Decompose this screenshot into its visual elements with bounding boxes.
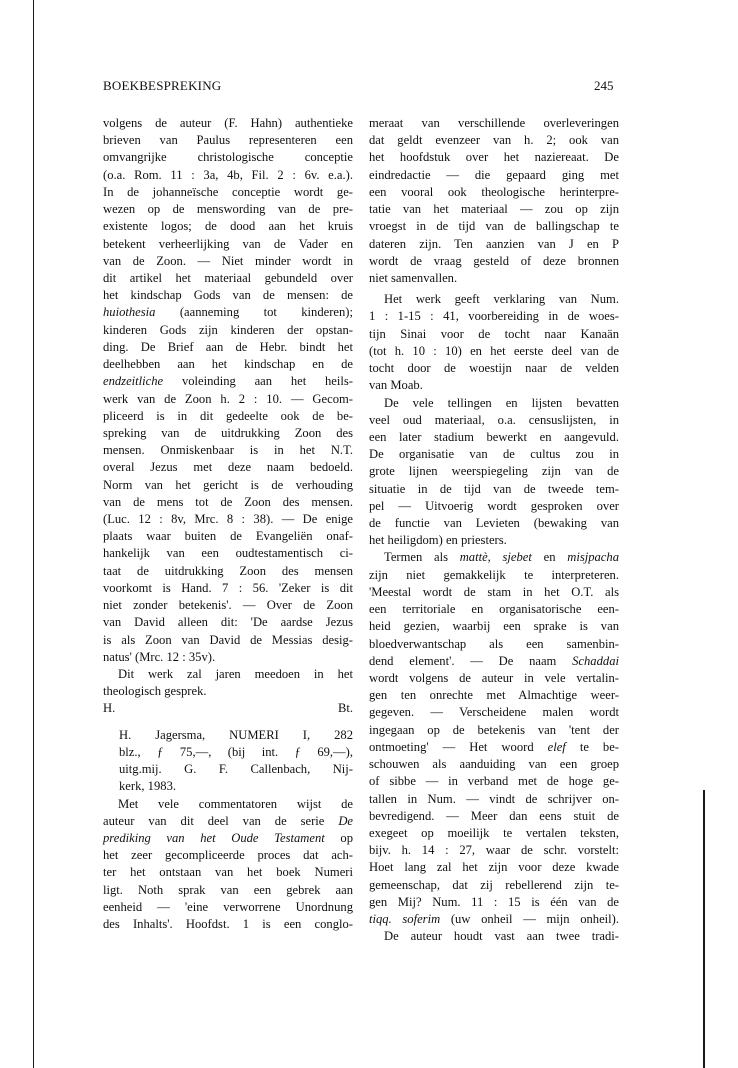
text-line: van de Zoon. — Niet minder wordt in [103,253,353,268]
review-signature [103,700,353,717]
text-line: (tot h. 10 : 10) en het eerste deel van de [369,343,619,358]
text-line: omvangrijke christologische conceptie [103,150,353,165]
text-line: een later stadium bewerkt en aangevuld. [369,429,619,444]
right-paragraph-4 [369,567,619,653]
text-line: tocht door de woestijn naar de velden [369,361,619,376]
text-line: pliceerd is in dit gedeelte ook de be- [103,408,353,423]
text-line: plaats waar buiten de Evangeliën onaf- [103,529,353,544]
text-line: dat geldt evenzeer van h. 2; ook van [369,133,619,148]
text-line: het zeer gecompliceerde proces dat ach- [103,848,353,863]
text-line: In de johanneïsche conceptie wordt ge- [103,184,353,199]
text-line: dateren zijn. Ten aanzien van J en P [369,236,619,251]
text-line: niet zonder betekenis'. — Over de Zoon [103,598,353,613]
text-line: grote lijnen weerspiegeling zijn van de [369,464,619,479]
text-line: theologisch gesprek. [103,684,207,699]
right-paragraph-2 [369,291,619,377]
text-line: brieven van Paulus representeren een [103,133,353,148]
text-line: exegeet op moeilijk te vertalen teksten, [369,825,619,840]
running-header: BOEKBESPREKING [103,78,222,93]
right-column [369,115,619,946]
text-line: het kindschap Gods van de mensen: de [103,288,353,303]
text-line: schouwen als aanduiding van een groep [369,757,619,772]
text-line: voorkomt is Hand. 7 : 56. 'Zeker is dit [103,580,353,595]
text-line: (o.a. Rom. 11 : 3a, 4b, Fil. 2 : 6v. e.a.). [103,167,353,182]
text-line: spreking van de uitdrukking Zoon des [103,425,353,440]
text-line: des Inhalts'. Hoofdst. 1 is een conglo- [103,917,353,932]
text-line: existente logos; de dood aan het kruis [103,219,353,234]
text-line: Dit werk zal jaren meedoen in het [118,667,353,681]
text-line: is als Zoon van David de Messias desig- [103,632,353,647]
text-line: meraat van verschillende overleveringen [369,116,619,130]
text-line: Met vele commentatoren wijst de [118,796,353,811]
text-line: hankelijk van een oudtestamentisch ci- [103,546,353,561]
text-line: natus' (Mrc. 12 : 35v). [103,649,216,664]
text-line: of sibbe — in verband met de hoge ge- [369,774,619,789]
right-paragraph-5 [369,928,619,945]
text-line: heid gezien, waarbij een sprake is van [369,619,619,634]
text-line: Hoet lang zal het zijn voor deze kwade [369,860,619,875]
text-line: H. Jagersma, NUMERI I, 282 [119,727,353,742]
text-line: bevredigend. — Meer dan eens stuit de [369,808,619,823]
text-line: gemeenschap, dat zij rebellerend zijn te- [369,877,619,892]
page-binding-rule [33,0,34,1068]
text-line: ding. De Brief aan de Hebr. bindt het [103,339,353,354]
text-line: kerk, 1983. [119,779,177,794]
text-line: de functie van Levieten (bewaking van [369,516,619,531]
text-line: zijn niet gemakkelijk te interpreteren. [369,567,619,582]
text-line: niet samenvallen. [369,270,458,285]
right-paragraph-1 [369,115,619,270]
text-line: werk van de Zoon h. 2 : 10. — Gecom- [103,391,353,406]
text-line: uitg.mij. G. F. Callenbach, Nij- [119,762,353,777]
text-line: blz., ƒ 75,—, (bij int. ƒ 69,—), [119,744,353,759]
text-line: van de mens tot de Zoon des mensen. [103,494,353,509]
text-line: (Luc. 12 : 8v, Mrc. 8 : 38). — De enige [103,512,353,527]
text-line: tiqq. soferim (uw onheil — mijn onheil). [369,912,620,927]
text-line: prediking van het Oude Testament op [103,830,354,845]
text-line: van Moab. [369,378,423,393]
text-line: mensen. Onmiskenbaar is in het N.T. [103,443,353,458]
text-line: auteur van dit deel van de serie De [103,813,353,828]
text-line: wordt volgens de auteur in vele vertalin- [369,671,619,685]
text-line: gegeven. — Verscheidene malen wordt [369,705,619,720]
text-line: volgens de auteur (F. Hahn) authentieke [103,116,353,130]
text-line: taat de uitdrukking Zoon des mensen [103,563,353,578]
text-line: tallen in Num. — vindt de schrijver on- [369,791,619,806]
text-line: tatie van het materiaal — zou op zijn [369,202,619,217]
left-paragraph-1c [103,391,353,649]
text-line: het heiligdom) en priesters. [369,533,507,548]
text-line: dend element'. — De naam Schaddai [369,653,619,668]
text-line: vroegst in de tijd van de ballingschap te [369,219,619,234]
bibliographic-entry [103,727,353,779]
text-line: De vele tellingen en lijsten bevatten [384,395,619,410]
text-line: het hoofdstuk over het naziereaat. De [369,150,619,165]
text-line: betekent verheerlijking van de Vader en [103,236,353,251]
left-paragraph-1 [103,115,353,304]
left-column [103,115,353,933]
left-paragraph-3b [103,847,353,933]
text-line: huiothesia (aanneming tot kinderen); [103,305,353,320]
text-line: eenheid — 'eine verworrene Unordnung [103,899,353,914]
text-line: Termen als mattè, sjebet en misjpacha [384,550,619,565]
text-line: endzeitliche voleinding aan het heils- [103,374,353,389]
text-line: gen Mij? Num. 11 : 15 is één van de [369,894,619,909]
text-line: deelhebben aan het kindschap en de [103,357,353,372]
text-line: van David alleen dit: 'De aardse Jezus [103,615,353,630]
text-line: dit artikel het materiaal gebundeld over [103,270,353,285]
right-paragraph-4c [369,756,619,911]
text-line: 1 : 1-15 : 41, voorbereiding in de woes- [369,309,619,324]
right-paragraph-3 [369,395,619,533]
text-line: 'Meestal wordt de stam in het O.T. als [369,584,619,599]
text-line: eindredactie — die gepaard ging met [369,167,619,182]
text-line: kinderen Gods zijn kinderen der opstan- [103,322,353,337]
text-line: De auteur houdt vast aan twee tradi- [384,929,619,944]
scan-edge-rule [703,790,705,1068]
left-paragraph-2 [103,666,353,683]
signature-initials-right: Bt. [337,701,353,716]
text-line: ingegaan op de betekenis van 'tent der [369,722,619,737]
text-line: Norm van het gericht is de verhouding [103,477,353,492]
text-line: Het werk geeft verklaring van Num. [384,292,619,307]
text-line: een vooral ook theologische herinterpre- [369,184,619,199]
text-line: tijn Sinai voor de tocht naar Kanaän [369,326,619,341]
page-number: 245 [594,78,614,93]
text-line: overal Jezus met deze naam bedoeld. [103,460,353,475]
text-line: gen ten onrechte met Almachtige weer- [369,688,619,703]
text-line: een territoriale en organisatorische een- [369,602,619,617]
text-line: bijv. h. 14 : 27, waar de schr. vorstelt: [369,843,619,858]
text-line: ontmoeting' — Het woord elef te be- [369,739,619,754]
text-line: wordt de vraag gesteld of deze bronnen [369,253,619,268]
signature-initial: H. [103,701,116,716]
text-line: situatie in de tijd van de tweede tem- [369,481,619,496]
text-line: ter het ontstaan van het boek Numeri [103,865,353,880]
text-line: ligt. Noth sprak van een gebrek aan [103,882,353,897]
left-paragraph-1b [103,322,353,374]
text-line: pel — Uitvoerig wordt gesproken over [369,498,619,513]
right-paragraph-4b [369,670,619,739]
text-line: wezen op de menswording van de pre- [103,202,353,217]
text-line: De organisatie van de cultus zou in [369,447,619,462]
text-line: bloedverwantschap als een samenbin- [369,636,619,651]
text-line: veel oud materiaal, o.a. censuslijsten, in [369,412,619,427]
left-paragraph-3 [103,796,353,830]
